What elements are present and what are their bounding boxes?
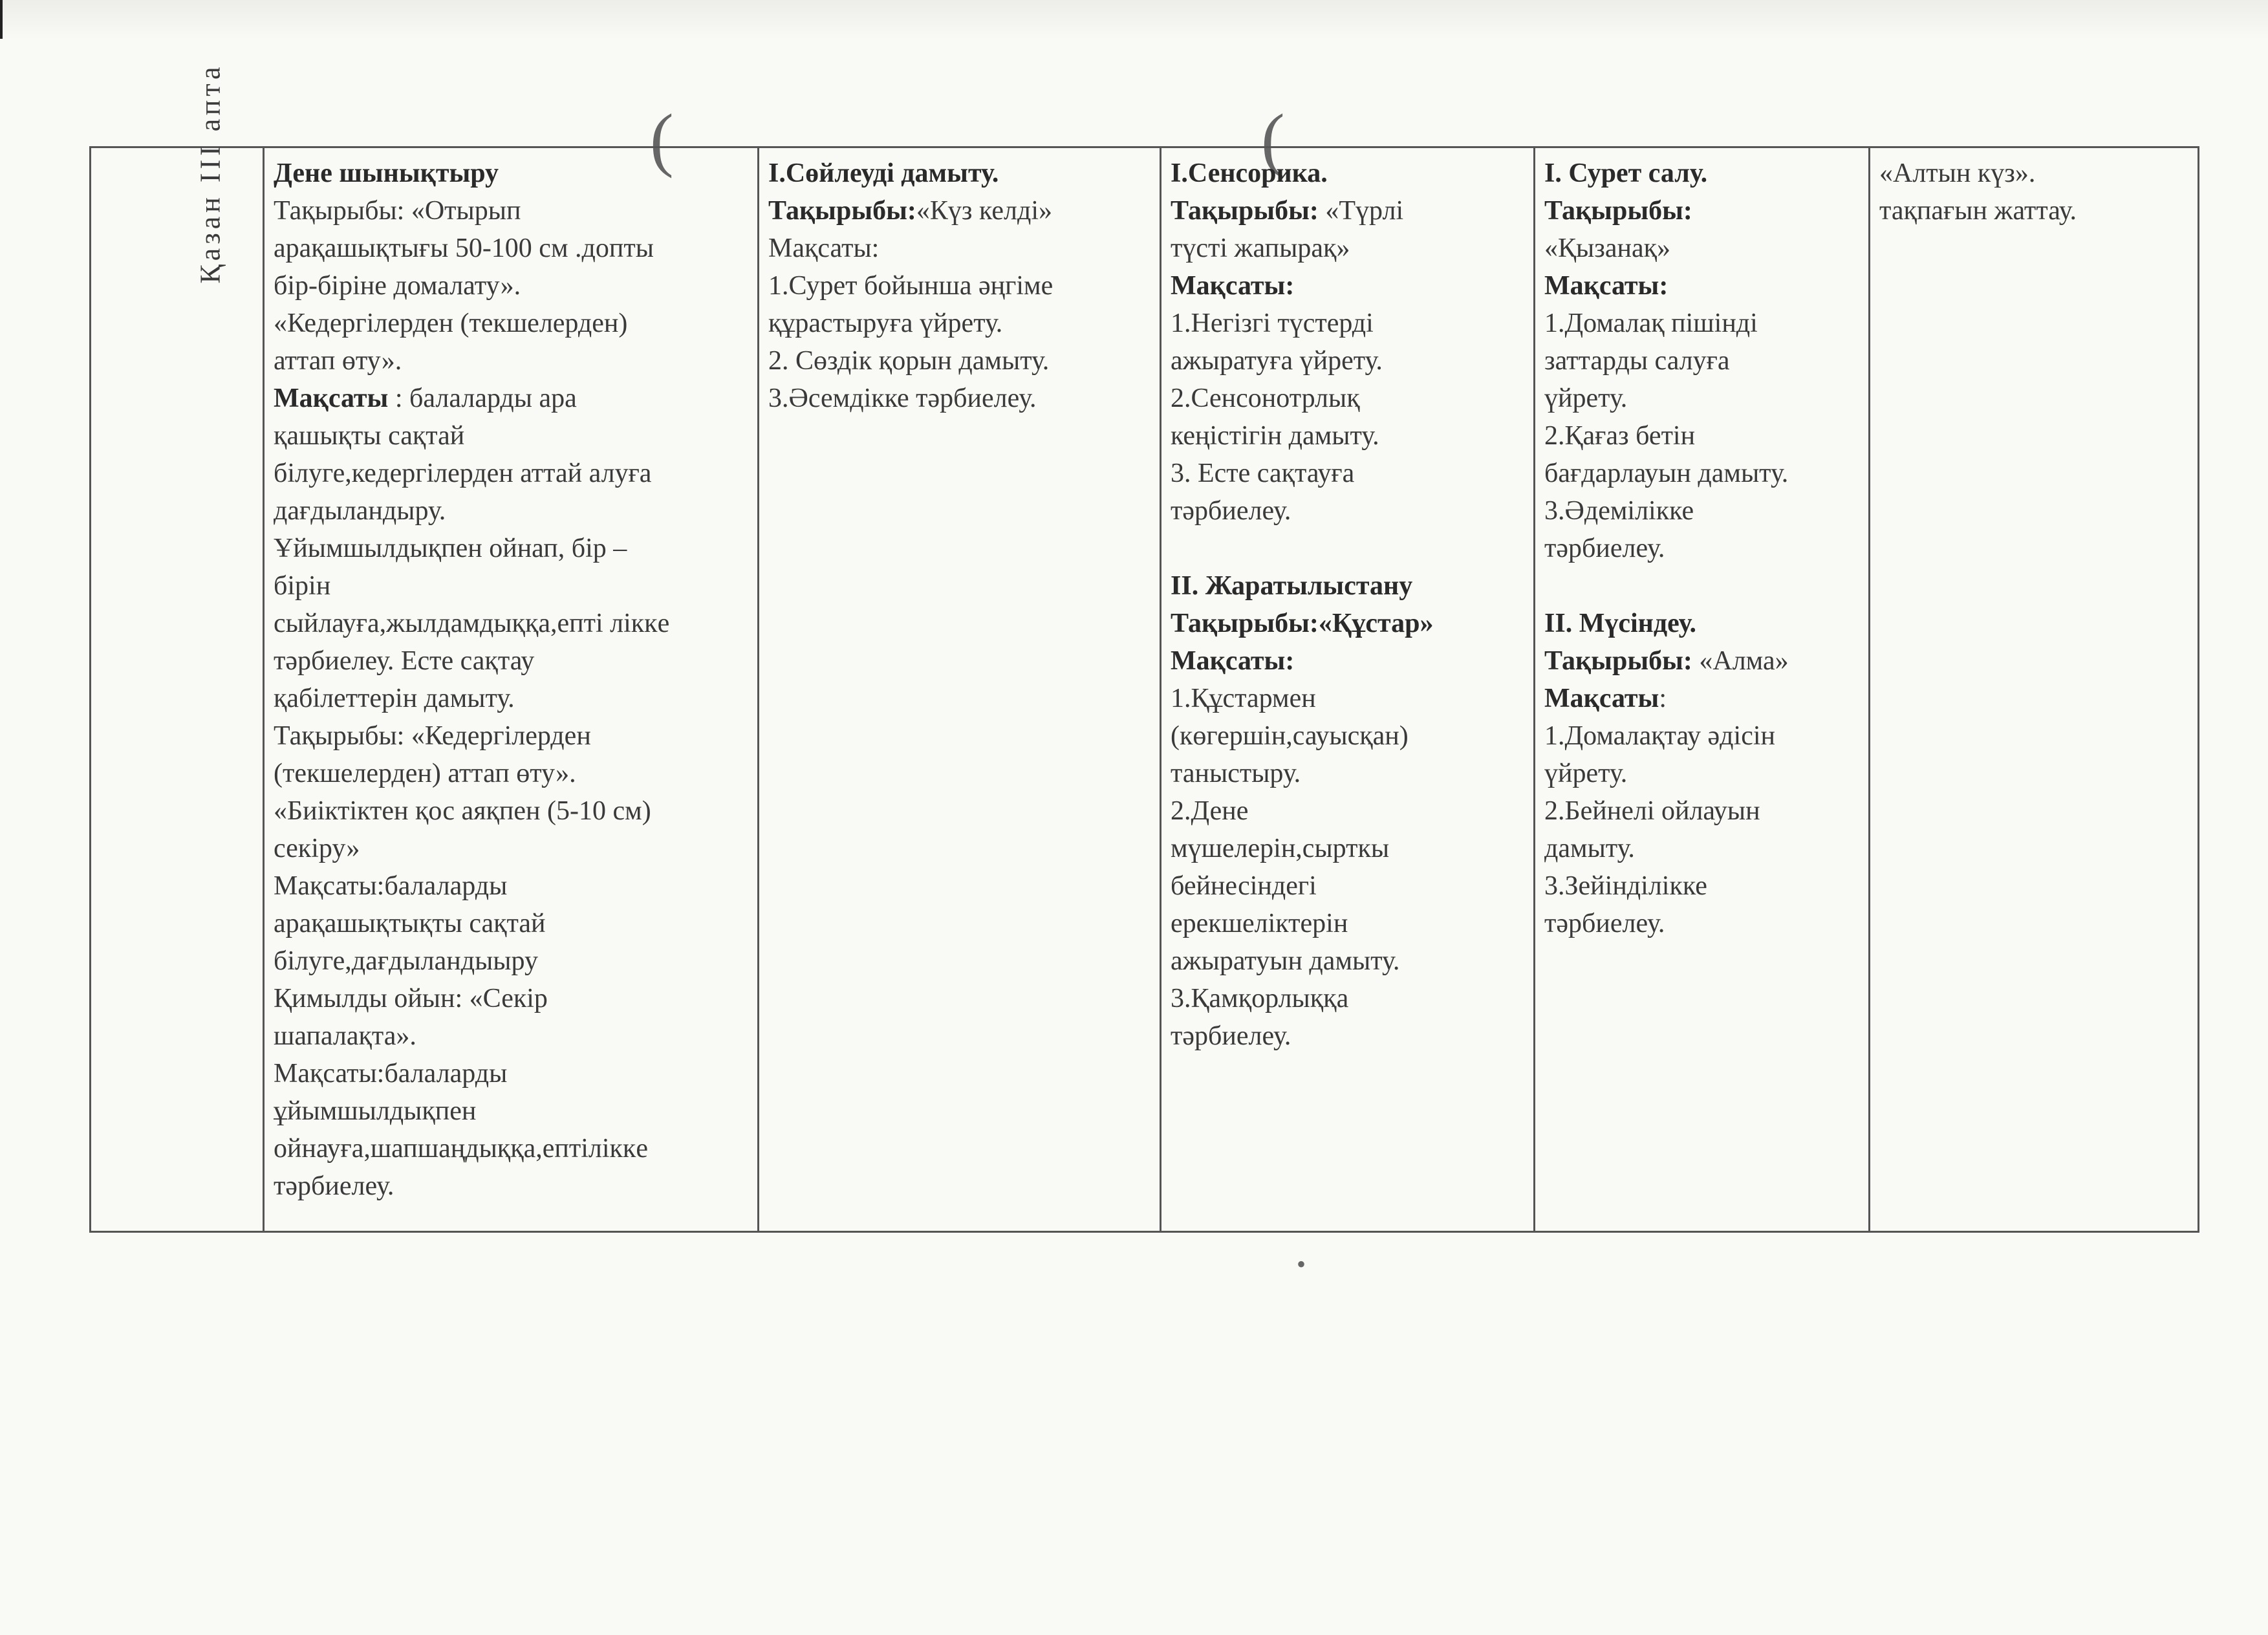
text-line — [1544, 830, 1859, 867]
text-line — [274, 792, 748, 830]
text-line — [1544, 267, 1859, 305]
text-line — [274, 942, 748, 980]
text-line — [274, 755, 748, 792]
text-line — [1171, 605, 1524, 642]
bold-heading-text: Тақырыбы: — [1544, 646, 1692, 676]
text-line — [274, 1092, 748, 1130]
text-line — [274, 380, 748, 417]
body-text: дағдыландыру. — [274, 496, 446, 526]
text-line — [1544, 867, 1859, 905]
table-row — [91, 147, 2199, 1232]
text-line — [1171, 792, 1524, 830]
text-line — [274, 867, 748, 905]
text-line — [768, 305, 1150, 342]
text-line — [1544, 680, 1859, 717]
text-line — [274, 1130, 748, 1167]
body-text: ажыратуын дамыту. — [1171, 946, 1400, 976]
text-line — [1171, 980, 1524, 1017]
text-line — [274, 155, 748, 192]
text-line — [274, 680, 748, 717]
body-text: кеңістігін дамыту. — [1171, 421, 1379, 451]
physical-education-cell — [264, 147, 759, 1232]
text-line — [1544, 417, 1859, 455]
scan-edge — [0, 0, 2268, 39]
body-text: арақашықтықты сақтай — [274, 909, 546, 938]
text-line — [1171, 867, 1524, 905]
body-text: 3. Есте сақтауға — [1171, 459, 1355, 488]
text-line — [274, 417, 748, 455]
text-line — [274, 605, 748, 642]
body-text: таныстыру. — [1171, 759, 1301, 788]
body-text: «Биіктіктен қос аяқпен (5-10 см) — [274, 796, 651, 826]
bold-heading-text: Мақсаты — [1544, 684, 1659, 713]
body-text: тәрбиелеу. — [1544, 534, 1665, 563]
text-line — [1171, 1017, 1524, 1055]
body-text: сыйлауға,жылдамдыққа,епті ліккe — [274, 609, 670, 638]
text-line — [274, 642, 748, 680]
body-text: Тақырыбы: «Отырып — [274, 196, 521, 226]
text-line — [274, 717, 748, 755]
body-text: үйрету. — [1544, 759, 1628, 788]
text-line — [1171, 680, 1524, 717]
text-line — [1544, 792, 1859, 830]
ink-speck: • — [1297, 1250, 1306, 1279]
bold-heading-text: Тақырыбы:«Құстар» — [1171, 609, 1434, 638]
body-text: : — [1659, 684, 1667, 713]
body-text: «Алма» — [1692, 646, 1789, 676]
text-line — [274, 830, 748, 867]
text-line — [1171, 942, 1524, 980]
body-text: Мақсаты:балаларды — [274, 1059, 508, 1088]
body-text: 1.Домалақтау әдісін — [1544, 721, 1775, 751]
hole-punch-mark: ( — [1261, 100, 1285, 179]
text-line — [274, 342, 748, 380]
body-text: тәрбиелеу. — [1544, 909, 1665, 938]
body-text: құрастыруға үйрету. — [768, 309, 1003, 338]
paragraph-gap — [1544, 567, 1859, 605]
body-text: Мақсаты: — [768, 233, 880, 263]
body-text: үйрету. — [1544, 384, 1628, 413]
body-text: 1.Негізгі түстерді — [1171, 309, 1374, 338]
poem-memorization-cell — [1870, 147, 2199, 1232]
body-text: тәрбиелеу. — [1171, 496, 1291, 526]
speech-development-cell — [759, 147, 1161, 1232]
text-line — [1171, 642, 1524, 680]
bold-heading-text: Тақырыбы: — [768, 196, 916, 226]
text-line — [768, 155, 1150, 192]
body-text: «Алтын күз». — [1879, 158, 2036, 188]
text-line — [1171, 492, 1524, 530]
text-line — [1171, 305, 1524, 342]
text-line — [274, 905, 748, 942]
text-line — [1544, 380, 1859, 417]
text-line — [274, 1017, 748, 1055]
text-line — [1544, 305, 1859, 342]
body-text: «Қызанақ» — [1544, 233, 1670, 263]
body-text: аттап өту». — [274, 346, 402, 376]
scan-mark — [0, 0, 3, 39]
text-line — [1544, 492, 1859, 530]
text-line — [1171, 380, 1524, 417]
body-text: 2.Бейнелі ойлауын — [1544, 796, 1760, 826]
text-line — [768, 342, 1150, 380]
body-text: тәрбиелеу. — [1171, 1021, 1291, 1051]
body-text: 2.Қағаз бетін — [1544, 421, 1696, 451]
body-text: ерекшеліктерін — [1171, 909, 1348, 938]
text-line — [1171, 717, 1524, 755]
body-text: түсті жапырақ» — [1171, 233, 1350, 263]
bold-heading-text: Мақсаты — [274, 384, 389, 413]
text-line — [1171, 755, 1524, 792]
body-text: қабілеттерін дамыту. — [274, 684, 515, 713]
body-text: «Кедергілерден (текшелерден) — [274, 309, 628, 338]
bold-heading-text: І.Сөйлеуді дамыту. — [768, 158, 999, 188]
text-line — [274, 305, 748, 342]
body-text: Тақырыбы: «Кедергілерден — [274, 721, 591, 751]
body-text: 1.Сурет бойынша әңгіме — [768, 271, 1053, 301]
text-line — [1171, 192, 1524, 230]
text-line — [274, 455, 748, 492]
hole-punch-mark: ( — [650, 100, 674, 179]
text-line — [1879, 155, 2188, 192]
paragraph-gap — [1171, 530, 1524, 567]
bold-heading-text: Дене шынықтыру — [274, 158, 499, 188]
text-line — [1544, 605, 1859, 642]
text-line — [274, 567, 748, 605]
text-line — [768, 267, 1150, 305]
week-cell — [91, 63, 264, 1232]
body-text: арақашықтығы 50-100 см .допты — [274, 233, 654, 263]
body-text: Мақсаты:балаларды — [274, 871, 508, 901]
bold-heading-text: ІІ. Мүсіндеу. — [1544, 609, 1696, 638]
text-line — [1544, 155, 1859, 192]
text-line — [274, 492, 748, 530]
text-line — [768, 230, 1150, 267]
text-line — [1879, 192, 2188, 230]
text-line — [768, 380, 1150, 417]
body-text: тақпағын жаттау. — [1879, 196, 2077, 226]
sensory-nature-cell — [1161, 147, 1535, 1232]
lesson-plan-table — [89, 63, 2199, 1233]
bold-heading-text: Тақырыбы: — [1171, 196, 1319, 226]
body-text: ажыратуға үйрету. — [1171, 346, 1383, 376]
body-text: 3.Зейінділікке — [1544, 871, 1707, 901]
body-text: бірін — [274, 571, 331, 601]
text-line — [768, 192, 1150, 230]
text-line — [1544, 192, 1859, 230]
body-text: бір-біріне домалату». — [274, 271, 521, 301]
bold-heading-text: І.Сенсорика. — [1171, 158, 1328, 188]
body-text: 1.Домалақ пішінді — [1544, 309, 1758, 338]
text-line — [274, 192, 748, 230]
body-text: білуге,дағдыландыыру — [274, 946, 538, 976]
body-text: «Түрлі — [1318, 196, 1404, 226]
text-line — [1544, 642, 1859, 680]
text-line — [1171, 455, 1524, 492]
body-text: қашықты сақтай — [274, 421, 465, 451]
text-line — [1544, 717, 1859, 755]
body-text: Қимылды ойын: «Секір — [274, 984, 548, 1013]
text-line — [274, 230, 748, 267]
body-text: 2.Дене — [1171, 796, 1249, 826]
text-line — [1544, 455, 1859, 492]
body-text: : балаларды ара — [388, 384, 577, 413]
body-text: ойнауға,шапшаңдыққа,ептіліккe — [274, 1134, 648, 1164]
bold-heading-text: І. Сурет салу. — [1544, 158, 1708, 188]
body-text: (текшелерден) аттап өту». — [274, 759, 576, 788]
drawing-modeling-cell — [1535, 147, 1870, 1232]
bold-heading-text: ІІ. Жаратылыстану — [1171, 571, 1413, 601]
text-line — [1544, 755, 1859, 792]
text-line — [274, 530, 748, 567]
text-line — [274, 267, 748, 305]
text-line — [1171, 567, 1524, 605]
text-line — [274, 980, 748, 1017]
body-text: 2. Сөздік қорын дамыту. — [768, 346, 1050, 376]
week-label: Қазан ІІІ апта — [194, 63, 226, 284]
bold-heading-text: Тақырыбы: — [1544, 196, 1692, 226]
text-line — [274, 1055, 748, 1092]
body-text: бейнесіндегі — [1171, 871, 1317, 901]
body-text: (көгершін,сауысқан) — [1171, 721, 1409, 751]
body-text: бағдарлауын дамыту. — [1544, 459, 1789, 488]
text-line — [1171, 155, 1524, 192]
body-text: тәрбиелеу. Есте сақтау — [274, 646, 535, 676]
body-text: «Күз келді» — [916, 196, 1052, 226]
bold-heading-text: Мақсаты: — [1544, 271, 1669, 301]
body-text: мүшелерін,сырткы — [1171, 834, 1390, 863]
body-text: секіру» — [274, 834, 360, 863]
body-text: 2.Сенсонотрлық — [1171, 384, 1360, 413]
body-text: заттарды салуға — [1544, 346, 1730, 376]
bold-heading-text: Мақсаты: — [1171, 271, 1295, 301]
text-line — [1171, 342, 1524, 380]
body-text: 3.Әсемдікке тәрбиелеу. — [768, 384, 1037, 413]
body-text: дамыту. — [1544, 834, 1635, 863]
text-line — [1171, 417, 1524, 455]
body-text: шапалақта». — [274, 1021, 416, 1051]
body-text: ұйымшылдықпен — [274, 1096, 477, 1126]
body-text: білуге,кедергілерден аттай алуға — [274, 459, 652, 488]
body-text: 3.Әдемілікке — [1544, 496, 1694, 526]
text-line — [1544, 905, 1859, 942]
body-text: Ұйымшылдықпен ойнап, бір – — [274, 534, 627, 563]
text-line — [1171, 905, 1524, 942]
bold-heading-text: Мақсаты: — [1171, 646, 1295, 676]
text-line — [1544, 342, 1859, 380]
text-line — [1171, 230, 1524, 267]
body-text: тәрбиелеу. — [274, 1171, 394, 1201]
text-line — [274, 1167, 748, 1205]
text-line — [1544, 230, 1859, 267]
text-line — [1171, 267, 1524, 305]
text-line — [1171, 830, 1524, 867]
body-text: 1.Құстармен — [1171, 684, 1316, 713]
text-line — [1544, 530, 1859, 567]
body-text: 3.Қамқорлыққа — [1171, 984, 1349, 1013]
